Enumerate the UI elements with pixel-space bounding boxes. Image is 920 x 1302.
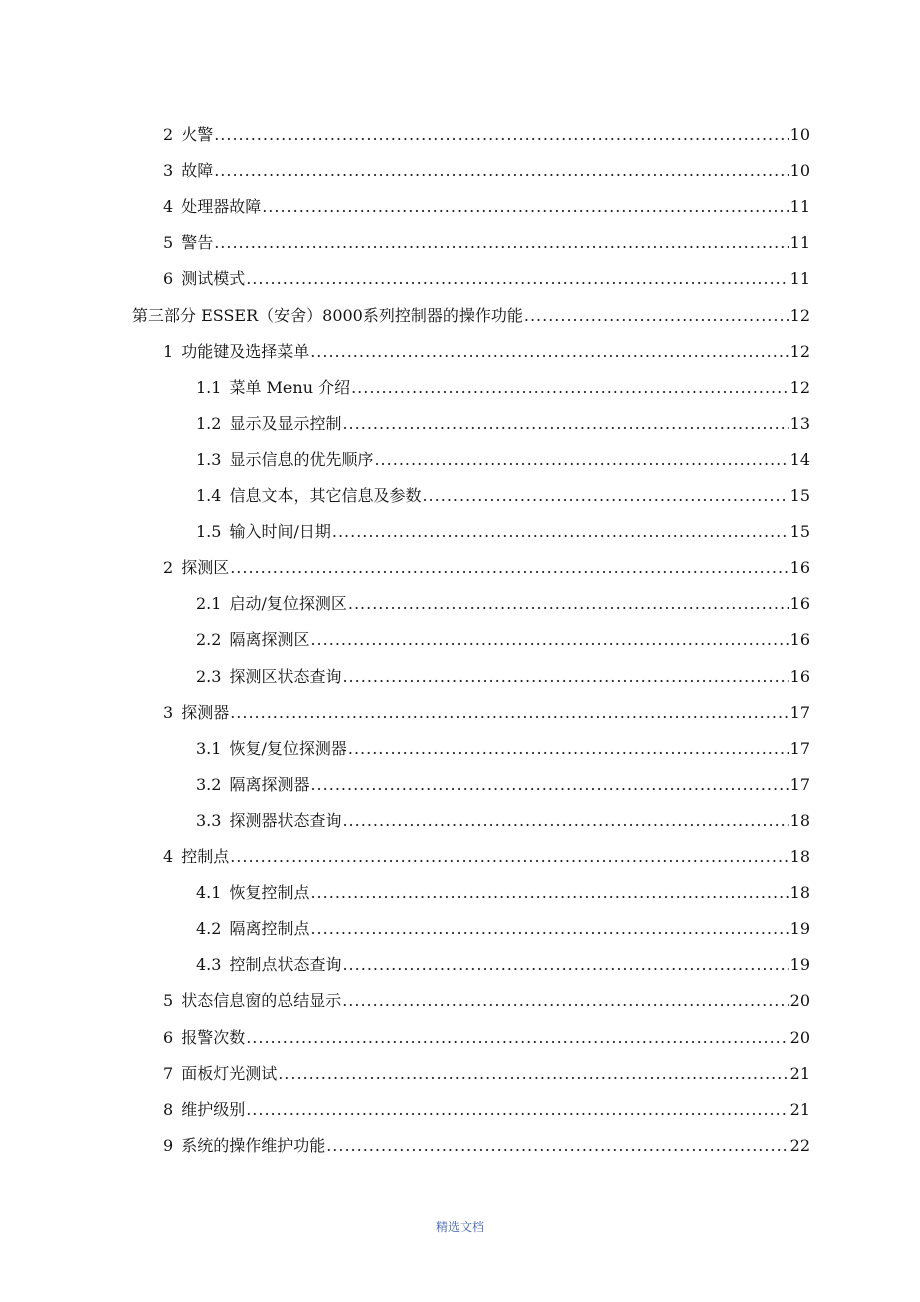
toc-entry-number: 1.2 [196, 413, 222, 433]
toc-dot-leader [230, 703, 788, 723]
toc-entry[interactable] [196, 909, 810, 939]
toc-dot-leader [246, 1028, 788, 1048]
toc-entry[interactable] [196, 801, 810, 831]
toc-entry[interactable] [163, 693, 810, 723]
toc-entry-title: 维护级别 [181, 1099, 246, 1119]
toc-entry-title: 火警 [181, 125, 214, 144]
toc-entry[interactable] [163, 1018, 810, 1048]
toc-entry-title: 显示信息的优先顺序 [229, 449, 374, 469]
toc-entry-title: 第三部分 ESSER（安舍）8000系列控制器的操作功能 [132, 305, 523, 325]
toc-entry-title: 测试模式 [181, 269, 246, 289]
toc-entry-page-number: 16 [789, 558, 810, 578]
toc-entry[interactable] [196, 729, 810, 759]
toc-dot-leader [310, 630, 788, 650]
toc-dot-leader [230, 558, 788, 578]
toc-dot-leader [310, 883, 788, 903]
toc-dot-leader [214, 161, 788, 181]
toc-entry-title: 启动/复位探测区 [229, 594, 347, 614]
toc-dot-leader [332, 522, 789, 542]
toc-entry-title: 探测器 [181, 702, 230, 722]
toc-entry-number: 6 [163, 1027, 174, 1047]
toc-entry-number: 1.5 [196, 522, 222, 542]
toc-dot-leader [262, 197, 788, 217]
toc-entry-label [163, 197, 261, 217]
toc-entry-number: 1.3 [196, 449, 222, 469]
toc-entry-title: 信息文本，其它信息及参数 [229, 486, 422, 505]
toc-entry-number: 3 [163, 702, 174, 722]
toc-entry-page-number: 12 [789, 377, 810, 397]
toc-dot-leader [214, 233, 788, 253]
toc-dot-leader [342, 811, 788, 831]
toc-entry-title: 隔离探测区 [229, 630, 310, 650]
toc-entry[interactable] [163, 259, 810, 289]
toc-entry-number: 7 [163, 1063, 174, 1083]
toc-entry-title: 报警次数 [181, 1027, 246, 1047]
toc-entry[interactable] [196, 873, 810, 903]
toc-dot-leader [348, 594, 789, 614]
toc-entry[interactable] [196, 368, 810, 398]
toc-entry-title: 菜单 Menu 介绍 [229, 377, 351, 397]
toc-entry[interactable] [196, 945, 810, 975]
toc-entry[interactable] [163, 1126, 810, 1156]
toc-entry-page-number: 21 [789, 1099, 810, 1119]
toc-dot-leader [422, 486, 788, 506]
toc-entry-number: 3.3 [196, 810, 222, 830]
toc-entry[interactable] [163, 223, 810, 253]
toc-entry[interactable] [196, 440, 810, 470]
toc-entry-page-number: 20 [789, 1027, 810, 1047]
toc-entry-number: 3.1 [196, 738, 222, 758]
toc-entry-page-number: 15 [789, 486, 810, 505]
toc-entry-page-number: 21 [789, 1063, 810, 1083]
toc-entry-title: 控制点状态查询 [229, 955, 342, 975]
toc-entry-page-number: 14 [789, 449, 810, 469]
toc-entry-number: 4.1 [196, 883, 222, 903]
toc-entry-number: 4 [163, 847, 174, 866]
toc-dot-leader [214, 125, 788, 145]
toc-entry-title: 面板灯光测试 [181, 1063, 278, 1083]
toc-entry-title: 显示及显示控制 [229, 413, 342, 433]
toc-entry-title: 隔离探测器 [229, 774, 310, 794]
toc-entry-number: 9 [163, 1135, 174, 1155]
toc-entry-label [163, 1100, 245, 1120]
toc-entry-title: 警告 [181, 233, 214, 253]
toc-entry-page-number: 16 [789, 594, 810, 614]
toc-entry-number: 3.2 [196, 774, 222, 794]
toc-entry[interactable] [196, 512, 810, 542]
toc-entry-page-number: 18 [789, 847, 810, 866]
toc-dot-leader [246, 1100, 788, 1120]
toc-entry-label [163, 991, 341, 1011]
toc-entry-number: 1 [163, 341, 174, 361]
toc-entry-label [163, 847, 229, 867]
toc-entry-number: 2.3 [196, 666, 222, 686]
toc-entry-page-number: 19 [789, 955, 810, 975]
toc-entry[interactable] [196, 765, 810, 795]
toc-dot-leader [230, 847, 788, 867]
toc-entry[interactable] [196, 476, 810, 506]
toc-entry[interactable] [196, 620, 810, 650]
toc-entry-label [196, 919, 309, 939]
toc-entry-number: 2.1 [196, 594, 222, 614]
toc-entry-page-number: 12 [789, 341, 810, 361]
toc-entry-label [163, 161, 213, 181]
toc-entry-number: 5 [163, 991, 174, 1011]
toc-entry-title: 处理器故障 [181, 197, 262, 217]
toc-entry-label [163, 233, 213, 253]
toc-entry[interactable] [163, 115, 810, 145]
toc-entry-label [163, 1064, 277, 1084]
toc-entry-page-number: 12 [789, 305, 810, 325]
toc-dot-leader [342, 414, 788, 434]
toc-entry-title: 故障 [181, 161, 214, 181]
toc-entry-page-number: 22 [789, 1135, 810, 1155]
toc-entry-label [163, 269, 245, 289]
toc-dot-leader [342, 955, 788, 975]
toc-entry-label [163, 1136, 325, 1156]
toc-entry-label [196, 450, 373, 470]
toc-dot-leader [351, 378, 789, 398]
toc-entry-number: 2 [163, 558, 174, 578]
toc-dot-leader [342, 991, 788, 1011]
toc-entry-label [196, 414, 341, 434]
toc-entry-number: 5 [163, 233, 174, 253]
toc-entry-label [196, 594, 347, 614]
toc-entry[interactable] [163, 981, 810, 1011]
toc-entry-label [196, 667, 341, 687]
toc-entry-title: 控制点 [181, 847, 230, 866]
toc-entry-page-number: 13 [789, 413, 810, 433]
toc-dot-leader [310, 342, 788, 362]
toc-entry-page-number: 11 [789, 269, 810, 289]
toc-entry-page-number: 10 [789, 161, 810, 181]
toc-entry[interactable] [163, 151, 810, 181]
toc-dot-leader [524, 306, 789, 326]
toc-entry[interactable] [163, 332, 810, 362]
toc-entry[interactable] [196, 584, 810, 614]
toc-entry-title: 状态信息窗的总结显示 [181, 991, 342, 1011]
toc-entry-number: 3 [163, 161, 174, 181]
toc-entry-label [196, 775, 309, 795]
toc-entry-page-number: 19 [789, 919, 810, 939]
toc-entry[interactable] [196, 404, 810, 434]
toc-entry-page-number: 18 [789, 883, 810, 903]
toc-entry-title: 输入时间/日期 [229, 522, 331, 542]
toc-entry-page-number: 16 [789, 630, 810, 650]
toc-entry-page-number: 17 [789, 702, 810, 722]
toc-dot-leader [246, 269, 788, 289]
toc-entry-page-number: 10 [789, 125, 810, 144]
toc-entry-label [132, 306, 523, 326]
toc-entry-number: 4.3 [196, 955, 222, 975]
toc-entry-label [163, 1028, 245, 1048]
toc-entry-number: 4.2 [196, 919, 222, 939]
toc-entry-label [196, 378, 350, 398]
toc-entry-number: 2 [163, 125, 174, 144]
toc-entry-page-number: 16 [789, 666, 810, 686]
toc-entry-page-number: 15 [789, 522, 810, 542]
toc-entry-title: 探测器状态查询 [229, 810, 342, 830]
toc-entry-number: 6 [163, 269, 174, 289]
toc-entry-label [196, 955, 341, 975]
toc-entry-title: 恢复控制点 [229, 883, 310, 903]
toc-entry-title: 功能键及选择菜单 [181, 341, 310, 361]
toc-entry-label [196, 522, 331, 542]
toc-entry-number: 2.2 [196, 630, 222, 650]
page-footer: 精选文档 [435, 1220, 484, 1234]
toc-entry-page-number: 17 [789, 738, 810, 758]
toc-entry-number: 1.1 [196, 377, 222, 397]
toc-entry[interactable] [163, 548, 810, 578]
toc-entry-number: 4 [163, 197, 174, 217]
toc-dot-leader [342, 667, 788, 687]
toc-entry-title: 恢复/复位探测器 [229, 738, 347, 758]
toc-entry[interactable] [163, 837, 810, 867]
toc-entry-page-number: 18 [789, 810, 810, 830]
toc-entry-title: 探测区状态查询 [229, 666, 342, 686]
toc-entry-label [196, 883, 309, 903]
toc-entry[interactable] [163, 1090, 810, 1120]
toc-entry-title: 探测区 [181, 558, 230, 578]
toc-entry[interactable] [163, 1054, 810, 1084]
toc-entry-page-number: 20 [789, 991, 810, 1011]
toc-entry-label [163, 558, 229, 578]
toc-entry[interactable] [196, 657, 810, 687]
toc-entry-label [196, 486, 421, 506]
toc-dot-leader [374, 450, 788, 470]
toc-entry-label [196, 811, 341, 831]
toc-entry-page-number: 17 [789, 774, 810, 794]
toc-entry-label [163, 125, 213, 145]
toc-dot-leader [310, 775, 788, 795]
toc-dot-leader [348, 739, 789, 759]
toc-entry[interactable] [163, 187, 810, 217]
toc-entry-number: 8 [163, 1099, 174, 1119]
toc-dot-leader [326, 1136, 788, 1156]
toc-entry[interactable] [132, 296, 810, 326]
toc-dot-leader [310, 919, 788, 939]
toc-entry-label [163, 342, 309, 362]
toc-entry-title: 隔离控制点 [229, 919, 310, 939]
toc-entry-label [163, 703, 229, 723]
toc-entry-label [196, 739, 347, 759]
toc-dot-leader [278, 1064, 788, 1084]
toc-entry-page-number: 11 [789, 233, 810, 253]
toc-entry-label [196, 630, 309, 650]
toc-entry-number: 1.4 [196, 486, 222, 505]
toc-entry-title: 系统的操作维护功能 [181, 1135, 326, 1155]
toc-entry-page-number: 11 [789, 197, 810, 217]
